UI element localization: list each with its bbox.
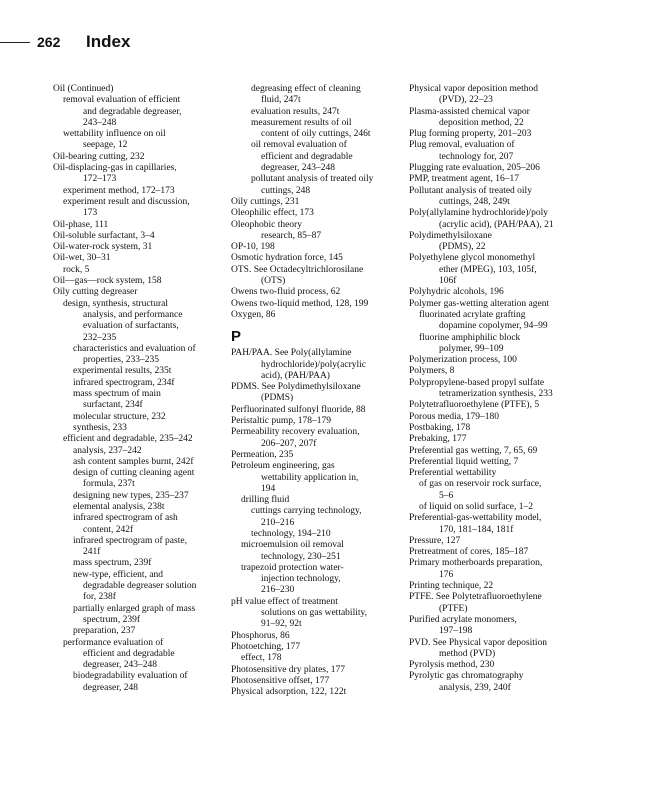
index-entry: drilling fluid [241,495,290,506]
section-letter: P [231,328,242,346]
index-entry: PVD. See Physical vapor deposition [409,637,548,648]
index-entry: degreaser, 243–248 [83,660,158,671]
index-entry: (PDMS), 22 [439,242,486,253]
index-entry: (PVD), 22–23 [439,95,493,106]
index-entry: wettability application in, [261,472,359,483]
index-entry: Preferential gas wetting, 7, 65, 69 [409,445,538,456]
index-entry: 194 [261,483,276,494]
index-entry: wettability influence on oil [63,129,166,140]
index-entry: properties, 233–235 [83,355,159,366]
index-entry: mass spectrum, 239f [73,558,152,569]
index-entry: ash content samples burnt, 242f [73,456,194,467]
index-entry: 173 [83,208,98,219]
index-entry: 206–207, 207f [261,438,317,449]
index-entry: content, 242f [83,524,134,535]
index-entry: measurement results of oil [251,117,352,128]
index-entry: PAH/PAA. See Poly(allylamine [231,348,352,359]
index-entry: Peristaltic pump, 178–179 [231,416,332,427]
index-entry: design, synthesis, structural [63,298,169,309]
index-entry: removal evaluation of efficient [63,95,181,106]
page-title: Index [86,32,131,51]
index-entry: pollutant analysis of treated oily [251,174,374,185]
index-entry: 91–92, 92t [261,619,302,630]
index-entry: Oleophilic effect, 173 [231,208,314,219]
index-entry: infrared spectrogram, 234f [73,377,175,388]
index-entry: Porous media, 179–180 [409,411,499,422]
index-entry: Oil-displacing-gas in capillaries, [53,163,177,174]
index-entry: Poly(allylamine hydrochloride)/poly [409,208,549,219]
index-entry: designing new types, 235–237 [73,490,189,501]
index-entry: 5–6 [439,490,454,501]
index-entry: analysis, and performance [83,309,183,320]
index-entry: of gas on reservoir rock surface, [419,479,542,490]
index-entry: Printing technique, 22 [409,581,494,592]
index-entry: Oleophobic theory [231,219,302,230]
index-entry: Oil-water-rock system, 31 [53,242,153,253]
index-entry: Petroleum engineering, gas [231,461,335,472]
index-entry: 241f [83,547,101,558]
index-entry: surfactant, 234f [83,400,143,411]
index-entry: spectrum, 239f [83,614,140,625]
index-entry: Permeation, 235 [231,449,294,460]
index-entry: (PDMS) [261,393,294,404]
index-entry: 243–248 [83,117,117,128]
index-entry: Pyrolysis method, 230 [409,660,495,671]
index-entry: technology, 230–251 [261,551,341,562]
index-entry: Polyhydric alcohols, 196 [409,287,504,298]
index-entry: 172–173 [83,174,117,185]
index-entry: cuttings, 248, 249t [439,196,510,207]
index-entry: microemulsion oil removal [241,540,344,551]
index-entry: OP-10, 198 [231,242,275,253]
index-entry: Preferential-gas-wettability model, [409,513,542,524]
index-entry: Owens two-liquid method, 128, 199 [231,298,369,309]
index-entry: (acrylic acid), (PAH/PAA), 21 [439,219,554,230]
index-entry: degreaser, 248 [83,682,139,693]
index-entry: preparation, 237 [73,626,136,637]
index-entry: 170, 181–184, 181f [439,524,514,535]
index-entry: Primary motherboards preparation, [409,558,543,569]
index-entry: Polyethylene glycol monomethyl [409,253,536,264]
index-entry: hydrochloride)/poly(acrylic [261,359,366,370]
index-entry: infrared spectrogram of paste, [73,535,187,546]
index-entry: Phosphorus, 86 [231,630,290,641]
index-entry: Polydimethylsiloxane [409,230,492,241]
index-entry: (OTS) [261,276,286,287]
index-entry: Polypropylene-based propyl sulfate [409,377,545,388]
index-entry: Oil-soluble surfactant, 3–4 [53,230,155,241]
index-entry: Polymers, 8 [409,366,455,377]
index-entry: cuttings, 248 [261,185,311,196]
index-entry: Oxygen, 86 [231,309,276,320]
index-entry: injection technology, [261,574,341,585]
index-entry: technology, 194–210 [251,528,331,539]
index-entry: design of cutting cleaning agent [73,468,195,479]
index-entry: Osmotic hydration force, 145 [231,253,343,264]
index-entry: Photoetching, 177 [231,641,301,652]
index-entry: Polytetrafluoroethylene (PTFE), 5 [409,400,540,411]
index-entry: Purified acrylate monomers, [409,614,517,625]
index-entry: polymer, 99–109 [439,343,504,354]
index-entry: Physical adsorption, 122, 122t [231,687,347,698]
index-entry: Oil—gas—rock system, 158 [53,276,162,287]
index-entry: for, 238f [83,592,116,603]
index-entry: fluorine amphiphilic block [419,332,521,343]
index-entry: analysis, 239, 240f [439,682,511,693]
index-entry: PMP, treatment agent, 16–17 [409,174,520,185]
index-entry: Pollutant analysis of treated oily [409,185,532,196]
index-entry: efficient and degradable, 235–242 [63,434,193,445]
index-entry: trapezoid protection water- [241,562,344,573]
index-entry: Oil-wet, 30–31 [53,253,111,264]
index-column-2 [231,84,403,698]
index-entry: pH value effect of treatment [231,596,338,607]
page-number: 262 [37,34,61,50]
index-entry: Pressure, 127 [409,535,461,546]
index-entry: (PTFE) [439,603,468,614]
index-entry: Plugging rate evaluation, 205–206 [409,163,540,174]
index-entry: formula, 237t [83,479,135,490]
index-entry: Oily cutting degreaser [53,287,138,298]
index-entry: of liquid on solid surface, 1–2 [419,501,533,512]
index-entry: Plug removal, evaluation of [409,140,515,151]
index-entry: acid), (PAH/PAA) [261,370,330,381]
index-entry: OTS. See Octadecyltrichlorosilane [231,264,364,275]
index-entry: fluorinated acrylate grafting [419,309,526,320]
index-entry: effect, 178 [241,653,282,664]
index-entry: infrared spectrogram of ash [73,513,178,524]
index-entry: Oil-bearing cutting, 232 [53,151,145,162]
index-entry: evaluation of surfactants, [83,321,179,332]
index-column-1 [53,84,225,694]
index-entry: 210–216 [261,517,295,528]
index-entry: Photosensitive offset, 177 [231,675,330,686]
index-entry: ether (MPEG), 103, 105f, [439,264,537,275]
index-entry: 232–235 [83,332,117,343]
index-entry: seepage, 12 [83,140,128,151]
index-entry: Postbaking, 178 [409,422,471,433]
index-entry: efficient and degradable [83,648,175,659]
index-entry: partially enlarged graph of mass [73,603,196,614]
index-entry: biodegradability evaluation of [73,671,188,682]
index-entry: synthesis, 233 [73,422,127,433]
index-entry: 106f [439,276,457,287]
index-entry: Prebaking, 177 [409,434,467,445]
index-entry: solutions on gas wettability, [261,608,367,619]
index-entry: Owens two-fluid process, 62 [231,287,341,298]
index-entry: Oil-phase, 111 [53,219,109,230]
index-entry: 216–230 [261,585,295,596]
index-entry: Plug forming property, 201–203 [409,129,532,140]
index-entry: molecular structure, 232 [73,411,166,422]
index-entry: technology for, 207 [439,151,514,162]
index-entry: degreaser, 243–248 [261,163,336,174]
index-entry: 176 [439,569,454,580]
index-entry: cuttings carrying technology, [251,506,362,517]
index-entry: Photosensitive dry plates, 177 [231,664,345,675]
index-entry: and degradable degreaser, [83,106,182,117]
index-entry: efficient and degradable [261,151,353,162]
index-entry: Polymer gas-wetting alteration agent [409,298,550,309]
index-entry: PTFE. See Polytetrafluoroethylene [409,592,542,603]
index-entry: Permeability recovery evaluation, [231,427,360,438]
index-entry: new-type, efficient, and [73,569,164,580]
index-entry: experimental results, 235t [73,366,172,377]
index-entry: characteristics and evaluation of [73,343,196,354]
index-entry: degradable degreaser solution [83,581,197,592]
index-entry: experiment result and discussion, [63,196,190,207]
index-entry: Oily cuttings, 231 [231,196,300,207]
index-entry: PDMS. See Polydimethylsiloxane [231,382,361,393]
index-entry: Physical vapor deposition method [409,84,539,94]
index-entry: mass spectrum of main [73,389,161,400]
index-entry: elemental analysis, 238t [73,501,165,512]
index-entry: oil removal evaluation of [251,140,347,151]
index-entry: Perfluorinated sulfonyl fluoride, 88 [231,404,366,415]
index-entry: evaluation results, 247t [251,106,340,117]
index-entry: Polymerization process, 100 [409,355,517,366]
index-entry: performance evaluation of [63,637,164,648]
index-entry: dopamine copolymer, 94–99 [439,321,548,332]
index-entry: content of oily cuttings, 246t [261,129,371,140]
index-column-3 [409,84,599,694]
index-entry: Plasma-assisted chemical vapor [409,106,530,117]
index-entry: tetramerization synthesis, 233 [439,389,553,400]
index-entry: Preferential wettability [409,468,497,479]
index-entry: method (PVD) [439,648,496,659]
index-entry: Preferential liquid wetting, 7 [409,456,519,467]
index-entry: rock, 5 [63,264,90,275]
index-entry: analysis, 237–242 [73,445,142,456]
index-entry: Pyrolytic gas chromatography [409,671,524,682]
header-rule [0,42,30,43]
index-entry: fluid, 247t [261,95,301,106]
index-entry: experiment method, 172–173 [63,185,175,196]
index-entry: Oil (Continued) [53,84,114,94]
index-entry: 197–198 [439,626,473,637]
index-entry: Pretreatment of cores, 185–187 [409,547,529,558]
index-entry: degreasing effect of cleaning [251,84,361,94]
index-entry: research, 85–87 [261,230,322,241]
index-entry: deposition method, 22 [439,117,524,128]
